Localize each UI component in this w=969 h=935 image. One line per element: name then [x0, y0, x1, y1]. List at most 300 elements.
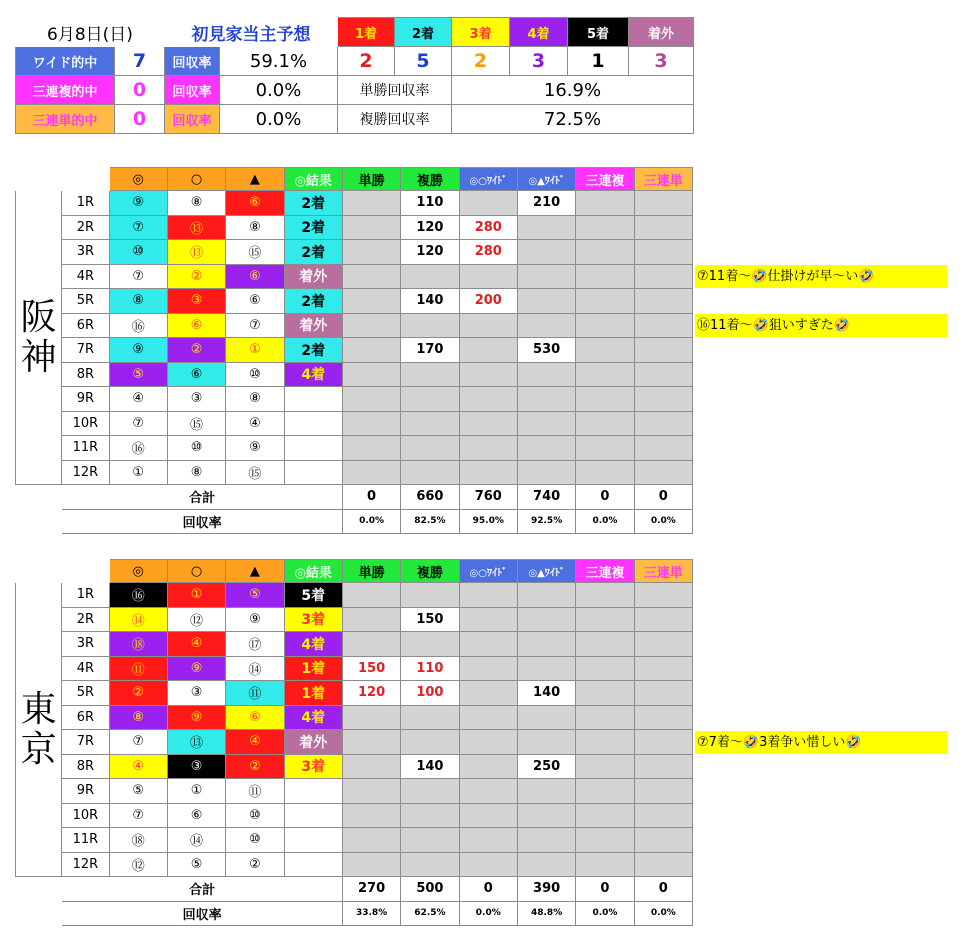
win-payout	[342, 460, 400, 485]
wide-honmei-tanana	[517, 289, 575, 314]
trio-payout	[576, 607, 634, 632]
rate-spacer	[16, 509, 62, 534]
tanana-pick: ④	[226, 730, 284, 755]
trifecta-payout	[634, 803, 692, 828]
place-payout	[401, 803, 459, 828]
taikou-pick: ⑮	[167, 411, 225, 436]
trifecta-rate: 0.0%	[220, 105, 338, 134]
win-payout: 120	[342, 681, 400, 706]
trio-payout	[576, 436, 634, 461]
total-value: 0	[576, 877, 634, 902]
tanana-pick: ⑰	[226, 632, 284, 657]
race-row	[16, 583, 693, 608]
place-5-count: 1	[568, 47, 629, 76]
tanana-pick: ②	[226, 852, 284, 877]
wide-honmei-tanana	[517, 240, 575, 265]
column-header: 三連複	[576, 168, 634, 191]
trifecta-payout	[634, 411, 692, 436]
taikou-pick: ⑫	[167, 607, 225, 632]
place-4-count: 3	[510, 47, 568, 76]
total-row	[16, 877, 693, 902]
win-payout	[342, 754, 400, 779]
tanana-pick: ⑩	[226, 362, 284, 387]
race-row	[16, 215, 693, 240]
honmei-pick: ⑯	[109, 583, 167, 608]
wide-rate: 59.1%	[220, 47, 338, 76]
tanana-pick: ④	[226, 411, 284, 436]
race-number: 1R	[62, 191, 109, 216]
wide-honmei-taikou	[459, 387, 517, 412]
wide-honmei-tanana	[517, 215, 575, 240]
trifecta-payout	[634, 754, 692, 779]
rate-value: 92.5%	[517, 509, 575, 534]
comment-note: ⑯11着〜🤣狙いすぎた🤣	[695, 314, 947, 337]
honmei-pick: ⑯	[109, 313, 167, 338]
rate-value: 0.0%	[342, 509, 400, 534]
wide-honmei-tanana	[517, 632, 575, 657]
win-payout	[342, 730, 400, 755]
race-row	[16, 607, 693, 632]
wide-honmei-tanana	[517, 411, 575, 436]
total-value: 0	[576, 485, 634, 510]
honmei-result: 4着	[284, 362, 342, 387]
race-row	[16, 387, 693, 412]
taikou-pick: ⑨	[167, 656, 225, 681]
trio-payout	[576, 362, 634, 387]
wide-honmei-taikou	[459, 705, 517, 730]
honmei-result: 着外	[284, 730, 342, 755]
column-header: ◎	[109, 168, 167, 191]
rate-label: 回収率	[62, 901, 343, 926]
win-payout	[342, 338, 400, 363]
total-value: 0	[342, 485, 400, 510]
honmei-result: 着外	[284, 264, 342, 289]
place-4-header: 4着	[510, 18, 568, 47]
win-payout	[342, 779, 400, 804]
honmei-pick: ⑦	[109, 730, 167, 755]
trifecta-payout	[634, 387, 692, 412]
wide-honmei-taikou	[459, 803, 517, 828]
trio-hit-label: 三連複的中	[16, 76, 115, 105]
race-number: 2R	[62, 607, 109, 632]
trio-payout	[576, 828, 634, 853]
trio-payout	[576, 313, 634, 338]
place-payout	[401, 632, 459, 657]
trio-payout	[576, 264, 634, 289]
column-header: 三連単	[634, 168, 692, 191]
taikou-pick: ①	[167, 779, 225, 804]
place-payout: 100	[401, 681, 459, 706]
race-row	[16, 338, 693, 363]
hanshin-body	[16, 168, 693, 534]
total-row	[16, 485, 693, 510]
column-header: 単勝	[342, 560, 400, 583]
wide-honmei-taikou	[459, 828, 517, 853]
wide-honmei-taikou: 200	[459, 289, 517, 314]
rate-value: 48.8%	[517, 901, 575, 926]
tanana-pick: ⑤	[226, 583, 284, 608]
win-payout	[342, 411, 400, 436]
tanana-pick: ⑨	[226, 607, 284, 632]
trio-payout	[576, 779, 634, 804]
place-payout: 110	[401, 191, 459, 216]
honmei-result: 3着	[284, 754, 342, 779]
trifecta-payout	[634, 313, 692, 338]
win-payout	[342, 828, 400, 853]
honmei-pick: ⑯	[109, 436, 167, 461]
column-header: ◎○ﾜｲﾄﾞ	[459, 560, 517, 583]
race-row	[16, 779, 693, 804]
wide-honmei-tanana	[517, 387, 575, 412]
honmei-pick: ⑱	[109, 828, 167, 853]
honmei-result: 2着	[284, 215, 342, 240]
total-value: 740	[517, 485, 575, 510]
race-number: 6R	[62, 313, 109, 338]
tanana-pick: ⑦	[226, 313, 284, 338]
place-payout	[401, 264, 459, 289]
wide-honmei-taikou	[459, 460, 517, 485]
honmei-pick: ⑭	[109, 607, 167, 632]
wide-honmei-taikou: 280	[459, 240, 517, 265]
race-row	[16, 191, 693, 216]
trio-payout	[576, 583, 634, 608]
wide-honmei-taikou	[459, 779, 517, 804]
place-rate-label: 複勝回収率	[338, 105, 452, 134]
hanshin-header-row	[16, 168, 693, 191]
page-title: 初見家当主予想	[191, 24, 311, 45]
trio-payout	[576, 240, 634, 265]
taikou-pick: ⑥	[167, 362, 225, 387]
place-out-count: 3	[629, 47, 694, 76]
rate-value: 95.0%	[459, 509, 517, 534]
win-payout	[342, 240, 400, 265]
win-payout	[342, 387, 400, 412]
tanana-pick: ⑨	[226, 436, 284, 461]
trio-payout	[576, 852, 634, 877]
trifecta-payout	[634, 289, 692, 314]
total-spacer	[16, 877, 62, 902]
race-number: 5R	[62, 681, 109, 706]
win-payout	[342, 803, 400, 828]
tanana-pick: ⑥	[226, 705, 284, 730]
place-5-header: 5着	[568, 18, 629, 47]
summary-table	[15, 17, 694, 134]
wide-honmei-taikou	[459, 583, 517, 608]
comment-note: ⑦7着〜🤣3着争い惜しい🤣	[695, 731, 947, 754]
total-spacer	[16, 485, 62, 510]
comment-note: ⑦11着〜🤣仕掛けが早〜い🤣	[695, 265, 947, 288]
wide-honmei-tanana: 250	[517, 754, 575, 779]
honmei-result: 2着	[284, 191, 342, 216]
wide-honmei-taikou	[459, 411, 517, 436]
honmei-result	[284, 436, 342, 461]
place-payout	[401, 852, 459, 877]
honmei-pick: ⑤	[109, 779, 167, 804]
place-payout	[401, 387, 459, 412]
rate-value: 0.0%	[634, 901, 692, 926]
wide-honmei-tanana: 140	[517, 681, 575, 706]
taikou-pick: ②	[167, 264, 225, 289]
total-value: 760	[459, 485, 517, 510]
win-rate: 16.9%	[452, 76, 694, 105]
trifecta-payout	[634, 264, 692, 289]
trifecta-payout	[634, 656, 692, 681]
place-out-header: 着外	[629, 18, 694, 47]
place-payout	[401, 828, 459, 853]
trifecta-payout	[634, 191, 692, 216]
wide-honmei-taikou: 280	[459, 215, 517, 240]
wide-honmei-taikou	[459, 681, 517, 706]
trio-payout	[576, 754, 634, 779]
race-row	[16, 730, 693, 755]
tokyo-header-row	[16, 560, 693, 583]
taikou-pick: ⑬	[167, 240, 225, 265]
wide-honmei-taikou	[459, 852, 517, 877]
tanana-pick: ⑮	[226, 460, 284, 485]
honmei-pick: ⑦	[109, 264, 167, 289]
wide-honmei-tanana	[517, 852, 575, 877]
race-row	[16, 828, 693, 853]
win-payout	[342, 436, 400, 461]
race-row	[16, 656, 693, 681]
honmei-pick: ⑦	[109, 215, 167, 240]
trio-payout	[576, 411, 634, 436]
tanana-pick: ⑥	[226, 191, 284, 216]
wide-honmei-tanana	[517, 730, 575, 755]
honmei-result: 1着	[284, 681, 342, 706]
win-rate-label: 単勝回収率	[338, 76, 452, 105]
column-header: ◎▲ﾜｲﾄﾞ	[517, 168, 575, 191]
race-number: 9R	[62, 387, 109, 412]
column-header: ◎結果	[284, 168, 342, 191]
race-row	[16, 852, 693, 877]
place-payout	[401, 313, 459, 338]
honmei-pick: ②	[109, 681, 167, 706]
wide-honmei-tanana	[517, 656, 575, 681]
trifecta-payout	[634, 583, 692, 608]
race-number: 11R	[62, 436, 109, 461]
tanana-pick: ②	[226, 754, 284, 779]
race-number: 8R	[62, 754, 109, 779]
honmei-pick: ⑩	[109, 240, 167, 265]
honmei-pick: ⑦	[109, 803, 167, 828]
honmei-pick: ⑨	[109, 338, 167, 363]
venue-name: 阪神	[16, 191, 62, 485]
honmei-pick: ⑫	[109, 852, 167, 877]
place-payout	[401, 705, 459, 730]
honmei-result: 2着	[284, 338, 342, 363]
taikou-pick: ⑨	[167, 705, 225, 730]
trifecta-hit-count: 0	[115, 105, 165, 134]
taikou-pick: ①	[167, 583, 225, 608]
trio-payout	[576, 632, 634, 657]
wide-honmei-tanana: 210	[517, 191, 575, 216]
rate-spacer	[16, 901, 62, 926]
column-header: ◎	[109, 560, 167, 583]
win-payout: 150	[342, 656, 400, 681]
trifecta-payout	[634, 460, 692, 485]
place-payout	[401, 460, 459, 485]
race-row	[16, 436, 693, 461]
wide-honmei-tanana	[517, 460, 575, 485]
rate-row	[16, 901, 693, 926]
date: 6月8日(日)	[47, 24, 133, 45]
rate-row	[16, 509, 693, 534]
place-1-count: 2	[338, 47, 395, 76]
place-payout: 120	[401, 215, 459, 240]
win-payout	[342, 607, 400, 632]
win-payout	[342, 215, 400, 240]
column-header: ○	[167, 560, 225, 583]
race-number: 1R	[62, 583, 109, 608]
wide-hit-count: 7	[115, 47, 165, 76]
race-row	[16, 803, 693, 828]
column-header: ▲	[226, 560, 284, 583]
wide-honmei-taikou	[459, 338, 517, 363]
taikou-pick: ④	[167, 632, 225, 657]
tanana-pick: ⑧	[226, 215, 284, 240]
race-number: 10R	[62, 411, 109, 436]
place-payout: 150	[401, 607, 459, 632]
wide-hit-label: ワイド的中	[16, 47, 115, 76]
honmei-pick: ④	[109, 754, 167, 779]
wide-rate-label: 回収率	[165, 47, 220, 76]
trio-payout	[576, 387, 634, 412]
tanana-pick: ⑭	[226, 656, 284, 681]
wide-honmei-tanana	[517, 779, 575, 804]
column-header: 三連単	[634, 560, 692, 583]
trifecta-payout	[634, 632, 692, 657]
rate-value: 33.8%	[342, 901, 400, 926]
trifecta-rate-label: 回収率	[165, 105, 220, 134]
win-payout	[342, 705, 400, 730]
column-header: ◎▲ﾜｲﾄﾞ	[517, 560, 575, 583]
tanana-pick: ⑪	[226, 779, 284, 804]
place-payout	[401, 436, 459, 461]
total-value: 270	[342, 877, 400, 902]
honmei-result	[284, 460, 342, 485]
taikou-pick: ⑩	[167, 436, 225, 461]
tanana-pick: ①	[226, 338, 284, 363]
trifecta-payout	[634, 240, 692, 265]
place-payout: 120	[401, 240, 459, 265]
trio-rate-label: 回収率	[165, 76, 220, 105]
taikou-pick: ⑧	[167, 191, 225, 216]
trifecta-payout	[634, 362, 692, 387]
wide-honmei-taikou	[459, 362, 517, 387]
honmei-result	[284, 779, 342, 804]
tanana-pick: ⑥	[226, 264, 284, 289]
race-number: 4R	[62, 656, 109, 681]
race-row	[16, 754, 693, 779]
taikou-pick: ③	[167, 387, 225, 412]
trio-payout	[576, 460, 634, 485]
taikou-pick: ③	[167, 289, 225, 314]
trio-hit-count: 0	[115, 76, 165, 105]
honmei-result: 2着	[284, 240, 342, 265]
taikou-pick: ③	[167, 681, 225, 706]
race-row	[16, 460, 693, 485]
honmei-result: 5着	[284, 583, 342, 608]
tanana-pick: ⑮	[226, 240, 284, 265]
race-row	[16, 240, 693, 265]
honmei-pick: ⑨	[109, 191, 167, 216]
trifecta-hit-label: 三連単的中	[16, 105, 115, 134]
honmei-pick: ⑦	[109, 411, 167, 436]
win-payout	[342, 583, 400, 608]
race-row	[16, 632, 693, 657]
taikou-pick: ⑧	[167, 460, 225, 485]
place-3-count: 2	[452, 47, 510, 76]
place-rate: 72.5%	[452, 105, 694, 134]
race-number: 9R	[62, 779, 109, 804]
taikou-pick: ⑥	[167, 803, 225, 828]
taikou-pick: ⑥	[167, 313, 225, 338]
place-2-count: 5	[395, 47, 452, 76]
place-2-header: 2着	[395, 18, 452, 47]
total-value: 500	[401, 877, 459, 902]
total-value: 0	[459, 877, 517, 902]
place-payout: 110	[401, 656, 459, 681]
race-row	[16, 289, 693, 314]
trifecta-payout	[634, 215, 692, 240]
trio-payout	[576, 681, 634, 706]
wide-honmei-taikou	[459, 607, 517, 632]
column-header: 複勝	[401, 168, 459, 191]
wide-honmei-taikou	[459, 264, 517, 289]
venue-name: 東京	[16, 583, 62, 877]
rate-value: 82.5%	[401, 509, 459, 534]
honmei-pick: ⑱	[109, 632, 167, 657]
trio-payout	[576, 803, 634, 828]
trio-payout	[576, 656, 634, 681]
win-payout	[342, 191, 400, 216]
rate-value: 62.5%	[401, 901, 459, 926]
total-value: 0	[634, 877, 692, 902]
wide-honmei-taikou	[459, 632, 517, 657]
race-number: 8R	[62, 362, 109, 387]
honmei-pick: ⑧	[109, 289, 167, 314]
total-value: 390	[517, 877, 575, 902]
wide-honmei-tanana	[517, 828, 575, 853]
wide-honmei-tanana	[517, 436, 575, 461]
race-number: 3R	[62, 632, 109, 657]
honmei-result: 1着	[284, 656, 342, 681]
wide-honmei-taikou	[459, 436, 517, 461]
taikou-pick: ②	[167, 338, 225, 363]
honmei-result	[284, 828, 342, 853]
wide-honmei-tanana: 530	[517, 338, 575, 363]
trifecta-payout	[634, 436, 692, 461]
race-number: 12R	[62, 852, 109, 877]
trio-payout	[576, 289, 634, 314]
trifecta-payout	[634, 828, 692, 853]
place-3-header: 3着	[452, 18, 510, 47]
wide-honmei-tanana	[517, 803, 575, 828]
wide-honmei-taikou	[459, 730, 517, 755]
race-row	[16, 264, 693, 289]
trifecta-payout	[634, 779, 692, 804]
hanshin-table	[15, 167, 693, 534]
honmei-result: 4着	[284, 705, 342, 730]
total-value: 660	[401, 485, 459, 510]
tanana-pick: ⑪	[226, 681, 284, 706]
honmei-result	[284, 411, 342, 436]
wide-honmei-tanana	[517, 607, 575, 632]
race-row	[16, 681, 693, 706]
column-header: ▲	[226, 168, 284, 191]
honmei-result	[284, 852, 342, 877]
